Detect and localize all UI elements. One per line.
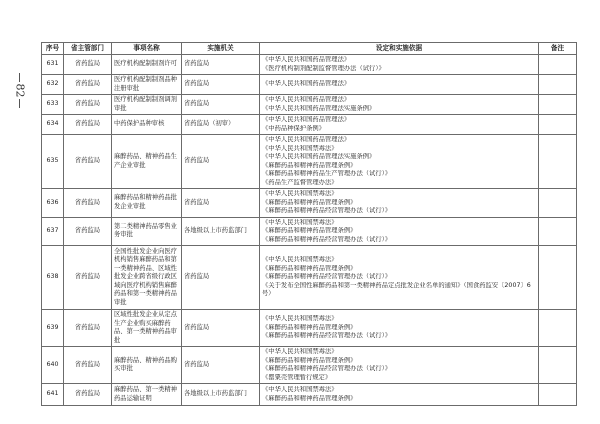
row-implementing-org: 省药监局 bbox=[182, 189, 260, 218]
row-number: 633 bbox=[42, 95, 64, 115]
row-note bbox=[539, 217, 577, 246]
header-item: 事项名称 bbox=[112, 43, 182, 55]
row-item-name: 医疗机构配制制剂调剂审批 bbox=[112, 95, 182, 115]
row-implementing-org: 省药监局 bbox=[182, 55, 260, 75]
header-note: 备注 bbox=[539, 43, 577, 55]
row-item-name: 医疗机构配制制剂许可 bbox=[112, 55, 182, 75]
approval-items-table bbox=[41, 42, 577, 406]
legal-basis-line: 《麻醉药品和精神药品管理条例》 bbox=[262, 161, 357, 169]
row-department: 省药监局 bbox=[64, 347, 112, 384]
legal-basis-line: 《中华人民共和国禁毒法》 bbox=[262, 386, 338, 393]
legal-basis-line: 《中华人民共和国药品管理法实施条例》 bbox=[262, 153, 376, 160]
row-note bbox=[539, 189, 577, 218]
row-note bbox=[539, 75, 577, 95]
row-note bbox=[539, 135, 577, 189]
row-implementing-org: 各地级以上市药监部门 bbox=[182, 384, 260, 406]
row-note bbox=[539, 384, 577, 406]
header-dept: 省主管部门 bbox=[64, 43, 112, 55]
row-note bbox=[539, 115, 577, 135]
legal-basis-line: 《中华人民共和国药品管理法》 bbox=[262, 80, 351, 88]
row-legal-basis bbox=[260, 115, 539, 135]
row-note bbox=[539, 55, 577, 75]
legal-basis-line: 《药品生产监督管理办法》 bbox=[262, 178, 338, 186]
row-number: 638 bbox=[42, 246, 64, 310]
row-implementing-org: 省药监局 bbox=[182, 75, 260, 95]
row-department: 省药监局 bbox=[64, 95, 112, 115]
table-row bbox=[42, 189, 577, 218]
table-header-row bbox=[42, 43, 577, 55]
table-row bbox=[42, 75, 577, 95]
legal-basis-line: 《中华人民共和国禁毒法》 bbox=[262, 256, 338, 264]
table-row bbox=[42, 217, 577, 246]
row-item-name: 中药保护品种审核 bbox=[112, 115, 182, 135]
row-legal-basis bbox=[260, 347, 539, 384]
row-legal-basis bbox=[260, 135, 539, 189]
legal-basis-line: 《麻醉药品和精神药品经营管理办法（试行）》 bbox=[262, 207, 392, 214]
legal-basis-line: 《麻醉药品和精神药品经营管理办法（试行）》 bbox=[262, 235, 392, 243]
row-implementing-org: 省药监局 bbox=[182, 310, 260, 347]
row-number: 634 bbox=[42, 115, 64, 135]
row-note bbox=[539, 95, 577, 115]
row-legal-basis bbox=[260, 217, 539, 246]
legal-basis-line: 《中华人民共和国禁毒法》 bbox=[262, 190, 338, 197]
row-legal-basis bbox=[260, 246, 539, 310]
row-department: 省药监局 bbox=[64, 75, 112, 95]
row-department: 省药监局 bbox=[64, 135, 112, 189]
table-row bbox=[42, 115, 577, 135]
row-number: 631 bbox=[42, 55, 64, 75]
row-item-name: 麻醉药品和精神药品批发企业审批 bbox=[112, 189, 182, 218]
row-item-name: 区域性批发企业从定点生产企业购买麻醉药品、第一类精神药品审批 bbox=[112, 310, 182, 347]
row-implementing-org: 省药监局 bbox=[182, 347, 260, 384]
legal-basis-line: 《中华人民共和国药品管理法》 bbox=[262, 116, 351, 123]
row-number: 637 bbox=[42, 217, 64, 246]
legal-basis-line: 《中华人民共和国药品管理法》 bbox=[262, 56, 351, 63]
legal-basis-line: 《中华人民共和国禁毒法》 bbox=[262, 315, 338, 323]
table-row bbox=[42, 347, 577, 384]
header-no: 序号 bbox=[42, 43, 64, 55]
table-row bbox=[42, 135, 577, 189]
table-row bbox=[42, 55, 577, 75]
legal-basis-line: 《麻醉药品和精神药品管理条例》 bbox=[262, 394, 357, 402]
row-note bbox=[539, 246, 577, 310]
row-implementing-org: 省药监局 bbox=[182, 135, 260, 189]
row-item-name: 麻醉药品、第一类精神药品运输证明 bbox=[112, 384, 182, 406]
page-number-dash-bottom bbox=[19, 99, 20, 108]
legal-basis-line: 《麻醉药品和精神药品管理条例》 bbox=[262, 323, 357, 331]
page-number-text: 82 bbox=[13, 83, 27, 98]
row-legal-basis bbox=[260, 384, 539, 406]
legal-basis-line: 《中华人民共和国禁毒法》 bbox=[262, 144, 338, 152]
legal-basis-line: 《麻醉药品和精神药品经营管理办法（试行）》 bbox=[262, 332, 392, 340]
row-implementing-org: 省药监局 bbox=[182, 246, 260, 310]
table-row bbox=[42, 384, 577, 406]
row-legal-basis bbox=[260, 310, 539, 347]
row-department: 省药监局 bbox=[64, 246, 112, 310]
row-department: 省药监局 bbox=[64, 115, 112, 135]
row-department: 省药监局 bbox=[64, 217, 112, 246]
page-number bbox=[13, 70, 25, 111]
row-item-name: 麻醉药品、精神药品购买审批 bbox=[112, 347, 182, 384]
legal-basis-line: 《麻醉药品和精神药品管理条例》 bbox=[262, 356, 357, 364]
row-legal-basis bbox=[260, 95, 539, 115]
row-number: 636 bbox=[42, 189, 64, 218]
row-legal-basis bbox=[260, 189, 539, 218]
table-row bbox=[42, 310, 577, 347]
row-department: 省药监局 bbox=[64, 310, 112, 347]
legal-basis-line: 《关于发布全国性麻醉药品和第一类精神药品定点批发企业名单的通知》（国食药监安〔2007〕6号） bbox=[262, 281, 531, 298]
row-number: 639 bbox=[42, 310, 64, 347]
row-number: 640 bbox=[42, 347, 64, 384]
legal-basis-line: 《麻醉药品和精神药品管理条例》 bbox=[262, 264, 357, 272]
row-number: 641 bbox=[42, 384, 64, 406]
legal-basis-line: 《中华人民共和国药品管理法》 bbox=[262, 136, 351, 143]
legal-basis-line: 《中华人民共和国药品管理法》 bbox=[262, 96, 351, 103]
legal-basis-line: 《麻醉药品和精神药品管理条例》 bbox=[262, 227, 357, 234]
row-implementing-org: 省药监局（初审） bbox=[182, 115, 260, 135]
legal-basis-line: 《麻醉药品和精神药品经营管理办法（试行）》 bbox=[262, 273, 392, 281]
row-department: 省药监局 bbox=[64, 55, 112, 75]
legal-basis-line: 《麻醉药品和精神药品经营管理办法（试行）》 bbox=[262, 365, 392, 372]
legal-basis-line: 《中华人民共和国禁毒法》 bbox=[262, 218, 338, 226]
legal-basis-line: 《麻醉药品和精神药品管理条例》 bbox=[262, 198, 357, 206]
table-row bbox=[42, 95, 577, 115]
row-legal-basis bbox=[260, 75, 539, 95]
table-row bbox=[42, 246, 577, 310]
row-implementing-org: 各地级以上市药监部门 bbox=[182, 217, 260, 246]
legal-basis-line: 《麻醉药品和精神药品生产管理办法（试行）》 bbox=[262, 170, 392, 177]
row-department: 省药监局 bbox=[64, 384, 112, 406]
row-department: 省药监局 bbox=[64, 189, 112, 218]
row-note bbox=[539, 310, 577, 347]
legal-basis-line: 《医疗机构制剂配制监督管理办法（试行）》 bbox=[262, 64, 385, 72]
row-item-name: 全国性批发企业向医疗机构销售麻醉药品和第一类精神药品、区域性批发企业跨省级行政区域向医疗机构销售麻醉药品和第一类精神药品审批 bbox=[112, 246, 182, 310]
legal-basis-line: 《中药品种保护条例》 bbox=[262, 124, 325, 132]
page-number-dash-top bbox=[19, 73, 20, 82]
legal-basis-line: 《罂粟壳管理暂行规定》 bbox=[262, 373, 332, 381]
row-item-name: 麻醉药品、精神药品生产企业审批 bbox=[112, 135, 182, 189]
row-number: 635 bbox=[42, 135, 64, 189]
row-implementing-org: 省药监局 bbox=[182, 95, 260, 115]
row-number: 632 bbox=[42, 75, 64, 95]
legal-basis-line: 《中华人民共和国药品管理法实施条例》 bbox=[262, 104, 376, 112]
legal-basis-line: 《中华人民共和国禁毒法》 bbox=[262, 348, 338, 355]
header-basis: 设定和实施依据 bbox=[260, 43, 539, 55]
row-item-name: 第二类精神药品零售业务审批 bbox=[112, 217, 182, 246]
row-note bbox=[539, 347, 577, 384]
row-legal-basis bbox=[260, 55, 539, 75]
row-item-name: 医疗机构配制制剂品种注册审批 bbox=[112, 75, 182, 95]
header-org: 实施机关 bbox=[182, 43, 260, 55]
